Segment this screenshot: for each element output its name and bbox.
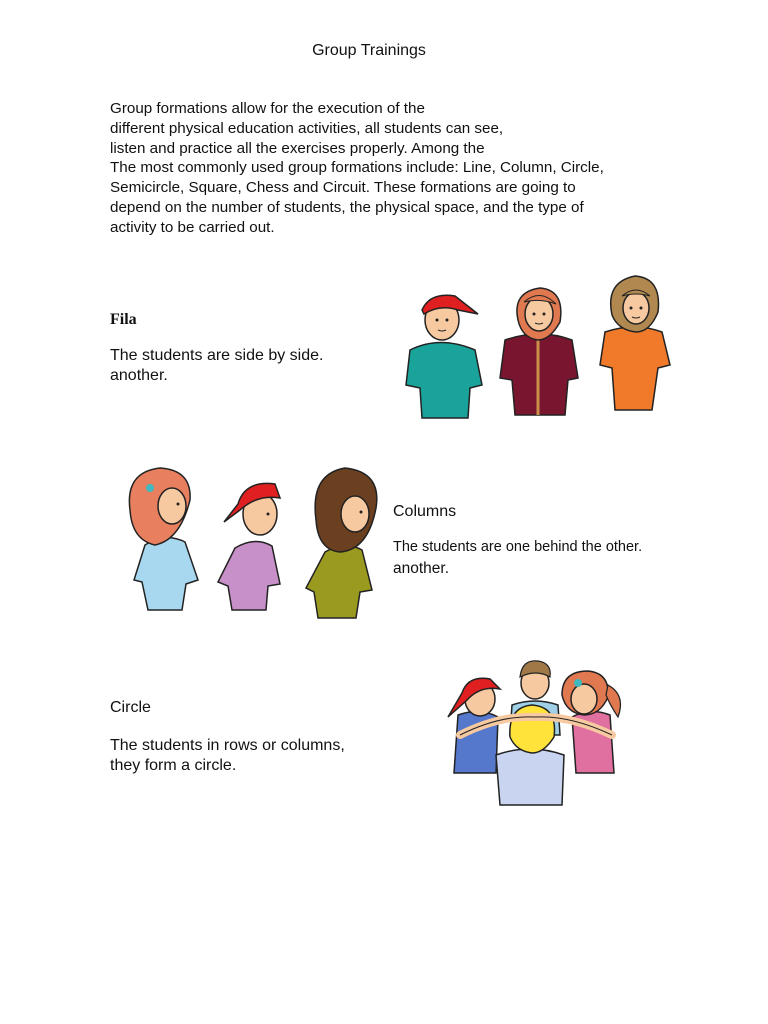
student-figure bbox=[306, 468, 377, 618]
circle-line: they form a circle. bbox=[110, 757, 237, 774]
intro-line: listen and practice all the exercises properly. Among the bbox=[110, 139, 485, 157]
student-figure bbox=[500, 288, 578, 415]
fila-description bbox=[110, 346, 323, 386]
student-figure bbox=[406, 295, 482, 418]
column-of-students-illustration bbox=[120, 460, 385, 625]
row-of-students-illustration bbox=[400, 270, 675, 425]
circle-heading: Circle bbox=[110, 699, 151, 716]
circle-line: The students in rows or columns, bbox=[110, 737, 345, 754]
columns-line: another. bbox=[393, 560, 450, 577]
student-figure bbox=[600, 276, 670, 410]
intro-line: Semicircle, Square, Chess and Circuit. These formations are going to bbox=[110, 179, 576, 197]
student-figure bbox=[218, 483, 280, 610]
circle-description bbox=[110, 736, 345, 776]
intro-line: activity to be carried out. bbox=[110, 218, 275, 236]
fila-heading: Fila bbox=[110, 311, 137, 328]
fila-line: another. bbox=[110, 367, 168, 384]
fila-line: The students are side by side. bbox=[110, 347, 324, 364]
intro-paragraph bbox=[110, 99, 710, 238]
circle-of-students-illustration bbox=[440, 655, 630, 810]
columns-line: The students are one behind the other. bbox=[393, 539, 643, 555]
page-title: Group Trainings bbox=[312, 42, 426, 59]
intro-line: Group formations allow for the execution of the bbox=[110, 100, 425, 117]
intro-line: depend on the number of students, the physical space, and the type of bbox=[110, 198, 584, 216]
columns-heading: Columns bbox=[393, 503, 457, 520]
intro-line: different physical education activities, all students can see, bbox=[110, 119, 504, 137]
intro-line: The most commonly used group formations include: Line, Column, Circle, bbox=[110, 159, 604, 177]
student-figure bbox=[129, 468, 198, 610]
